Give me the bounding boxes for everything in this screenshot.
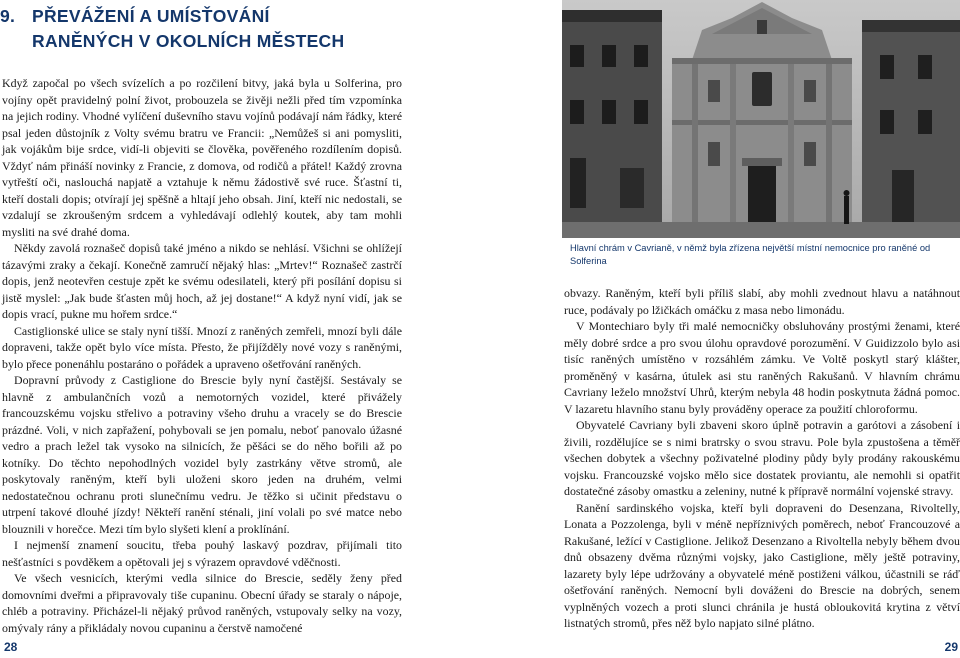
left-body-text [2,75,402,636]
right-page [562,0,960,658]
right-body-text [564,285,960,632]
paragraph: obvazy. Raněným, kteří byli příliš slabí, aby mohli zvednout hlavu a natáhnout ruce, podávaly po lžičkách omáčku z masa nebo limonádu. [564,286,960,317]
paragraph: V Montechiaro byly tři malé nemocničky obsluhovány prostými ženami, které měly dobré srdce a pro svou úlohu opravdové porozumění. V Guidizzolo bylo asi tisíc raněných umístěno v rozsáhlém zámku. Ve Voltě poskytl starý klášter, proměněný v kasárna, útulek asi stu raněných Rakušanů. V hlavním chrámu Cavriany leželo množství Uhrů, kterým nebyla 48 hodin poskytnuta žádná pomoc. V lazaretu hlavního stanu byly prováděny operace za použití chloroformu. [564,319,960,416]
chapter-heading [0,4,400,54]
paragraph: Obyvatelé Cavriany byli zbaveni skoro úplně potravin a garótovi a zásobení i živili, rozdělujíce se s nimi bratrsky o svou stravu. Pole byla zpustošena a těměř všechen dobytek a všechny poživatelné plodiny půdy byly prodány rakouskému vojsku. Francouzské vojsko mělo sice dostatek proviantu, ale nemohli si opatřit dostatečné zásoby omastku a zeleniny, nutné k přípravě normální vojenské stravy. [564,418,960,498]
chapter-title-line2: RANĚNÝCH V OKOLNÍCH MĚSTECH [32,31,345,51]
paragraph: Někdy zavolá roznašeč dopisů také jméno a nikdo se nehlásí. Všichni se ohlížejí tázavými zraky a čekají. Konečně zamručí nějaký hlas: „Mrtev!“ Roznašeč zastrčí dopis, jenž neotevřen cestuje zpět ke svému odesilateli, který při posílání dopisu si jistě myslel: „Jak bude šťasten můj hoch, až jej dostane!“ A když nyní vidí, jak se dopis vrací, pukne mu hořem srdce.“ [2,241,402,321]
photo-caption: Hlavní chrám v Cavrianě, v němž byla zřízena největší místní nemocnice pro raněné od Solferina [570,243,931,266]
left-roof [562,10,662,22]
paragraph: Castiglionské ulice se staly nyní tišší. Mnozí z raněných zemřeli, mnozí byli dále dopraveni, takže opět bylo více místa. Přesto, že přijížděly nové vozy s raněnými, bylo přece ponenáhlu postaráno o pořádek a upraveno ošetřování raněných. [2,323,402,371]
page-number-right: 29 [944,640,958,654]
street [562,222,960,238]
church-window [752,72,772,106]
paragraph: Dopravní průvody z Castiglione do Brescie byly nyní častější. Sestávaly se hlavně z ambulančních vozů a nemotorných vozidel, které přivážely francouzskému vojsku střelivo a potraviny všeho druhu a vracely se do Brescie prázdné. Voli, v nich zapřažení, pohybovali se jen pomalu, neboť panovalo úžasné vedro a prach ležel tak vysoko na silnicích, že pěšáci se do něho bořili až po kotníky. Do těchto nepohodlných vozidel byly zastrkány větve stromů, ale poskytovaly raněným, kteří byli uloženi skoro jeden na druhém, velmi nedostatečnou ochranu proti slunečnímu vedru. Je těžko si učinit představu o utrpení takové dlouhé jízdy! Někteří ranění sténali, jiní volali po své matce nebo blouznili v horečce. Mezi tím bylo slyšeti klení a proklínání. [2,373,402,536]
chapter-title-line1: PŘEVÁŽENÍ A UMÍSŤOVÁNÍ [32,6,270,26]
church-photo-drawing [562,0,960,238]
standing-figure [844,196,849,224]
left-page [0,0,410,658]
church-door [748,165,776,223]
paragraph: Ranění sardinského vojska, kteří byli dopraveni do Desenzana, Rivoltelly, Lonata a Pozzolenga, byli v méně nepříznivých poměrech, neboť Francouzové a Rakušané, ležící v Castiglione. Jelikož Desenzano a Rivoltella nebyly během dvou dnů obsazeny dvěma různými vojsky, jako Castiglione, měly ještě potraviny, lazarety byly lépe udržovány a obyvatelé méně postiženi válkou, účastnili se ráď ošetřování raněných. Nemocní byli dováženi do Brescie na dobrých, senem vyplněných vozech a proti slunci chránila je hustá obloukovitá krytina z větví listnatých stromů, přes něž bylo napjato silné plátno. [564,500,960,630]
paragraph: I nejmenší znamení soucitu, třeba pouhý laskavý pozdrav, přijímali tito nešťastníci s povděkem a opětovali jej s výrazem opravdové vděčnosti. [2,538,402,569]
chapter-number: 9. [0,6,16,26]
page-number-left: 28 [4,640,18,654]
paragraph: Ve všech vesnicích, kterými vedla silnice do Brescie, seděly ženy před domovními dveřmi a připravovaly tiše cupaninu. Obecní úřady se staraly o nápoje, chléb a potraviny. Přicházel-li nějaký průvod raněných, vstupovaly selky na vozy, omývaly rány a přikládaly novou cupaninu a čerstvě namočené [2,571,402,635]
paragraph: Když započal po všech svízelích a po rozčilení bitvy, jaká byla u Solferina, pro vojíny opět pravidelný polní život, probouzela se živěji nežli před tím vzpomínka na jejich rodiny. Vhodné vylíčení duševního stavu vojínů podávají nám řádky, které psal jeden důstojník z Volty svému bratru ve Francii: „Nemůžeš si ani pomysliti, jak vojákům bije srdce, vidí-li objeviti se člověka, pověřeného rozdílením dopisů. Vždyť nám přináší novinky z Francie, z domova, od rodičů a přátel! Každý zrovna vytřeští oči, naslouchá napjatě a vztahuje k němu žádostivě své ruce. Šťastní ti, kteří dostali dopis; otvírají jej spěšně a hltají jeho obsah. Jiní, kteří nic nedostali, se vzdalují se zkroušeným srdcem a vyhledávají odlehlý koutek, aby tam mohli mysliti na své drahé doma. [2,76,402,239]
church-photo [562,0,960,238]
